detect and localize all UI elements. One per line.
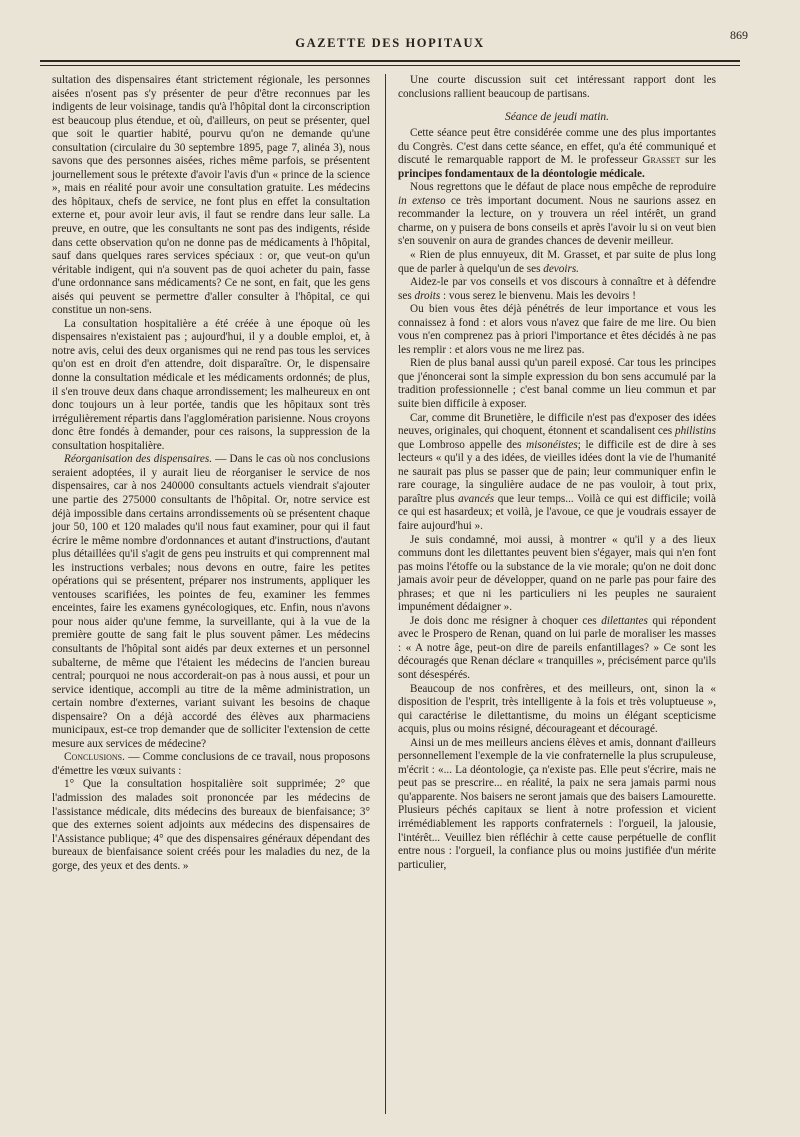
paragraph bbox=[398, 127, 716, 181]
paragraph bbox=[52, 453, 370, 751]
paragraph: Une courte discussion suit cet intéressant rapport dont les conclusions rallient beaucoup de partisans. bbox=[398, 74, 716, 100]
page-number: 869 bbox=[730, 28, 748, 42]
paragraph bbox=[398, 615, 716, 683]
header-rule-thin bbox=[40, 65, 740, 66]
paragraph-text: que leur temps... Voilà ce qui est difficile; voilà ce qui est hasardeux; et voilà, je l'avoue, ce que je voudrais essayer de faire aujourd'hui ». bbox=[398, 492, 716, 532]
paragraph: Je suis condamné, moi aussi, à montrer « qu'il y a des lieux communs dont les dilettantes peuvent bien s'égayer, mais qui n'en font pas moins l'étoffe ou la substance de la vie morale; qu'on ne doit donc jamais avoir peur de développer, quand on ne parle pas pour faire des phrases; et que ni les particuliers ni les peuples ne sauraient impunément dédaigner ». bbox=[398, 533, 716, 614]
paragraph: sultation des dispensaires étant strictement régionale, les personnes aisées n'osent pas s'y présenter de peur d'être reconnues par les indigents de leur voisinage, tandis qu'à l'hôpital dont la circonscription est beaucoup plus étendue, et où, d'ailleurs, on peut se présenter, quel que soit le quartier habité, pourvu qu'on ne demande qu'une consultation (circulaire du 30 septembre 1895, page 7, alinéa 3), nous savons que des personnes aisées, riches même parfois, se présentent journellement sous le prétexte d'avoir l'avis d'un « prince de la science », mais en réalité pour avoir une consultation gratuite. Les médecins des hôpitaux, chefs de service, ne font plus en effet la consultation externe et, pour avoir leur avis, il faut se rendre dans leur salle. La preuve, en outre, que les consultants ne sont pas des indigents, réside dans cette observation qu'on ne donne pas de médicaments à l'hôpital, sauf dans quelques rares services spéciaux : or, que veut-on qu'un véritable indigent, qui n'a souvent pas de quoi acheter du pain, fasse d'une ordonnance sans médicaments? Ce ne sont, en fait, que les gens aisés qui peuvent se permettre d'aller consulter à l'hôpital, ce qui constitue un non-sens. bbox=[52, 74, 370, 317]
italic-phrase: avancés bbox=[458, 492, 495, 505]
person-name: Grasset bbox=[642, 154, 681, 167]
paragraph bbox=[52, 751, 370, 778]
paragraph bbox=[398, 412, 716, 534]
text-columns bbox=[52, 74, 744, 1124]
paragraph: Rien de plus banal aussi qu'un pareil exposé. Car tous les principes que j'énoncerai sont la simple expression du bon sens accumulé par la tradition professionnelle ; c'est banal comme un lieu commun et par suite bien difficile à exposer. bbox=[398, 357, 716, 411]
italic-phrase: dilettantes bbox=[601, 614, 648, 627]
paragraph bbox=[398, 249, 716, 276]
section-heading: Réorganisation des dispensaires. bbox=[64, 453, 213, 466]
paragraph-text: sur les bbox=[680, 154, 716, 167]
paragraph-text: « Rien de plus ennuyeux, dit M. Grasset, et par suite de plus long que de parler à quelqu'un de ses bbox=[398, 249, 716, 275]
italic-phrase: misonéistes bbox=[526, 438, 578, 451]
session-heading: Séance de jeudi matin. bbox=[504, 111, 610, 124]
paragraph-text: : vous serez le bienvenu. Mais les devoirs ! bbox=[440, 289, 636, 302]
paragraph: Ou bien vous êtes déjà pénétrés de leur importance et vous les connaissez à fond : et alors vous n'avez que faire de me lire. Ou bien vous n'en comprenez pas à priori l'importance et êtes décidés à ne pas les remplir : et alors vous ne me lirez pas. bbox=[398, 303, 716, 356]
report-title: principes fondamentaux de la déontologie médicale. bbox=[398, 167, 645, 180]
right-column bbox=[398, 74, 716, 872]
paragraph bbox=[398, 276, 716, 303]
paragraph bbox=[398, 181, 716, 249]
italic-phrase: droits bbox=[414, 289, 441, 302]
paragraph-text: qui répondent avec le Prospero de Renan, quand on lui parle de moraliser les masses : « A notre âge, peut-on dire de pareils enfantillages? » Ce sont les découragés que Renan déclare « tranquilles », précisément parce qu'ils sont désespérés. bbox=[398, 614, 717, 681]
paragraph-text: Car, comme dit Brunetière, le difficile n'est pas d'exposer des idées neuves, originales, qui choquent, étonnent et scandalisent ces bbox=[398, 411, 716, 438]
paragraph-text: — Dans le cas où nos conclusions seraient adoptées, il y aurait lieu de réorganiser le service de nos dispensaires, car à nos 240000 consultants actuels viendrait s'ajouter une partie des 275000 consultants de l'hôpital. Or, notre service est déjà impossible dans certains arrondissements où se présentent chaque jour 50, 100 et 120 malades qu'il nous faut examiner, pour qui il faut écrire le même nombre d'ordonnances et autant d'instructions, d'autant plus détaillées qu'il s'agit de gens peu instruits et qui comprennent mal les instructions verbales; nous devons en outre, faire les petites opérations qui se présentent, préparer nos instruments, appliquer les ventouses scarifiées, les pointes de feu, examiner les femmes enceintes, faire les examens gynécologiques, etc. Enfin, nous n'avons pour nous aider qu'une femme, la surveillante, qui à la vue de la première goutte de sang fait le plus souvent pâmer. Les médecins consultants de l'hôpital sont aidés par deux externes et un personnel subalterne, de même que l'étaient les médecins de l'ancien bureau central; pourquoi ne nous accorderait-on pas à nous aussi, et pour un service identique, accompli au titre de la même administration, un certain nombre d'externes, variant suivant les besoins de chaque dispensaire? On a déjà accordé des élèves aux pharmaciens municipaux, est-ce trop demander que de solliciter l'extension de cette mesure aux services de médecine? bbox=[52, 453, 371, 750]
paragraph-text: Aidez-le par vos conseils et vos discours à connaître et à défendre ses bbox=[398, 276, 716, 302]
paragraph-text: — Comme conclusions de ce travail, nous proposons d'émettre les vœux suivants : bbox=[52, 751, 370, 777]
paragraph: Ainsi un de mes meilleurs anciens élèves et amis, donnant d'ailleurs personnellement l'exemple de la vie confraternelle la plus scrupuleuse, m'écrit : «... La déontologie, ça n'existe pas. Elle peut s'écrire, mais ne peut pas se prescrire... en réalité, la paix ne sera jamais parmi nous qu'apparente. Nos baisers ne seront jamais que des baisers Lamourette. Plusieurs péchés capitaux se lient à notre profession et vicient irrémédiablement les rapports confraternels : l'orgueil, la jalousie, l'intérêt... Veuillez bien réfléchir à cette cause perpétuelle de conflit entre nous : l'orgueil, la confiance plus ou moins justifiée d'un mérite particulier, bbox=[398, 736, 716, 871]
paragraph-text: ce très important document. Nous ne saurions assez en recommander la lecture, on y trouvera un réel intérêt, un grand charme, on y puisera de bons conseils et après l'avoir lu si on veut bien s'en souvenir on aura de grandes chances de devenir meilleur. bbox=[398, 194, 716, 248]
journal-title: GAZETTE DES HOPITAUX bbox=[295, 36, 485, 50]
paragraph: Beaucoup de nos confrères, et des meilleurs, ont, sinon la « disposition de l'esprit, très intelligente à la fois et très voluptueuse », qui caractérise le dilettantisme, du moins un élégant scepticisme acquis, plus ou moins résigné, décourageant et découragé. bbox=[398, 682, 716, 736]
italic-phrase: philistins bbox=[674, 425, 716, 438]
paragraph-text: Je dois donc me résigner à choquer ces bbox=[410, 614, 602, 627]
paragraph-text: Nous regrettons que le défaut de place nous empêche de reproduire bbox=[410, 181, 716, 194]
paragraph-text: que Lombroso appelle des bbox=[398, 438, 527, 451]
section-heading: Conclusions. bbox=[64, 751, 125, 764]
paragraph-text: Cette séance peut être considérée comme une des plus importantes du Congrès. C'est dans cette séance, en effet, qu'a été communiqué et discuté le remarquable rapport de M. le professeur bbox=[398, 127, 716, 167]
paragraph: La consultation hospitalière a été créée à une époque où les dispensaires n'existaient pas ; aujourd'hui, il y a double emploi, et, à notre avis, celui des deux organismes qui ne rend pas tous les services qu'on est en droit d'en attendre, doit disparaître. Or, le dispensaire donne la consultation médicale et les médicaments ordonnés; de plus, il s'en trouve deux dans chaque arrondissement; les malheureux en ont donc toujours un à leur portée, tandis que les hôpitaux sont très irrégulièrement répartis dans l'agglomération parisienne. Nous croyons donc être fondés à demander, pour ces raisons, la suppression de la consultation hospitalière. bbox=[52, 317, 370, 452]
left-column bbox=[52, 74, 370, 873]
column-divider bbox=[385, 74, 386, 1114]
italic-phrase: devoirs. bbox=[543, 262, 579, 275]
italic-phrase: in extenso bbox=[398, 194, 446, 207]
page-header bbox=[40, 20, 748, 64]
paragraph-text: ; le difficile est de dire à ses lecteurs « qu'il y a des idées, de vieilles idées dont la vie de l'humanité ne saurait pas plus se passer que de pain; leur communiquer enfin le rare courage, la singulière audace de ne pas vouloir, à tout prix, paraître plus bbox=[398, 438, 716, 505]
paragraph: 1° Que la consultation hospitalière soit supprimée; 2° que l'admission des malades soit prononcée par les médecins de l'assistance médicale, dits médecins des bureaux de bienfaisance; 3° que des externes soient adjoints aux médecins des dispensaires de l'Assistance publique; 4° que des dispensaires généraux dépendant des bureaux de bienfaisance soient créés pour les maladies du nez, de la gorge, des yeux et des dents. » bbox=[52, 778, 370, 872]
header-rule bbox=[40, 60, 740, 62]
